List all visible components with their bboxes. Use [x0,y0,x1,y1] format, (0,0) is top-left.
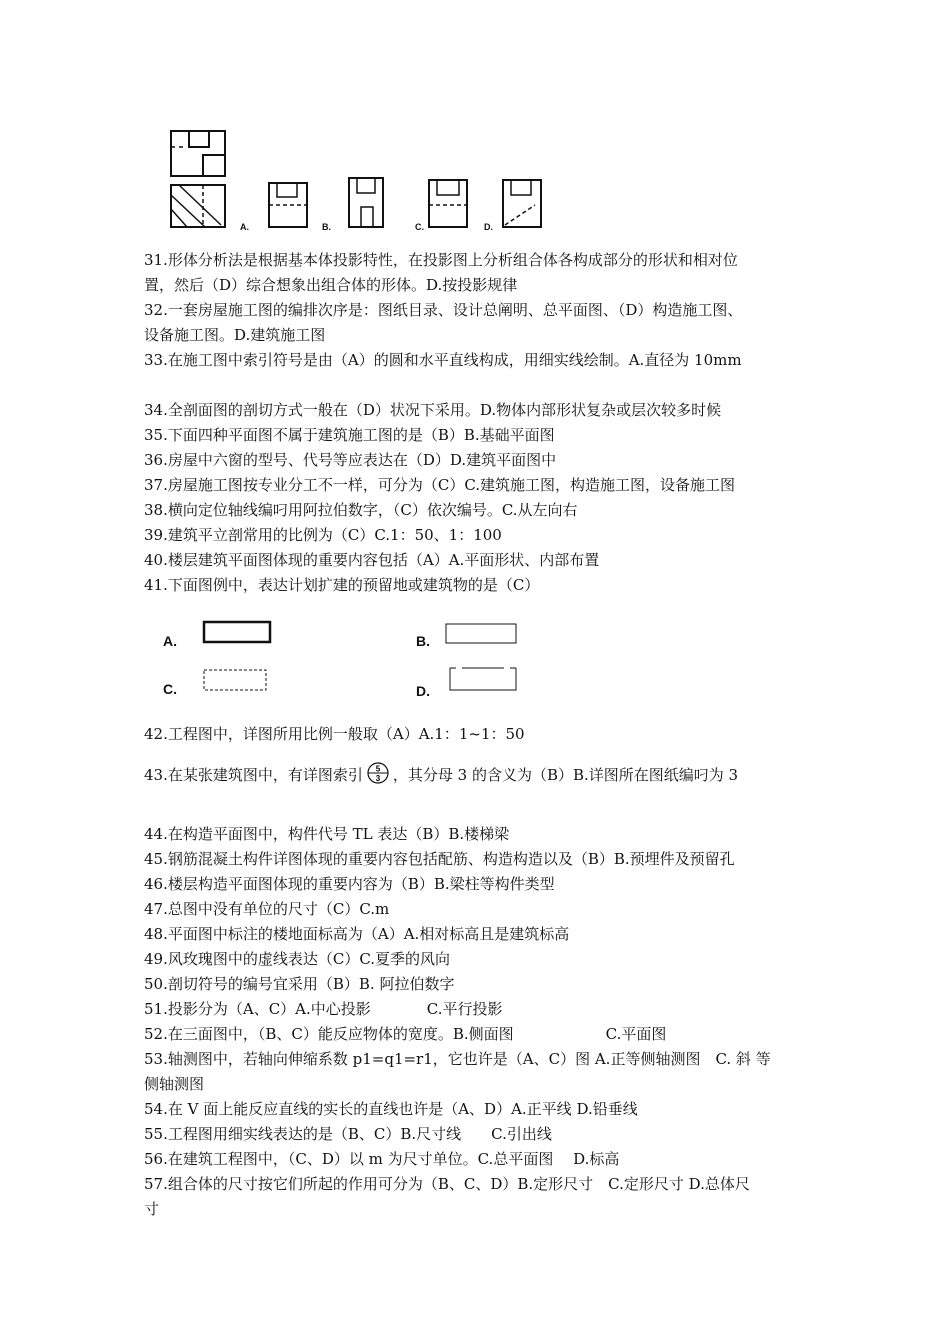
q51 [144,997,824,1022]
q55: 55.工程图用细实线表达的是（B、C）B.尺寸线 C.引出线 [144,1125,552,1143]
q32-line2: 设备施工图。D.建筑施工图 [144,326,326,344]
index-numerator: 5 [375,764,381,774]
q53-line1: 53.轴测图中，若轴向伸缩系数 p1=q1=r1，它也许是（A、C）图 A.正等侧轴测图 C. 斜 等 [144,1050,771,1068]
q30-option-b-label: B. [322,222,331,232]
q37: 37.房屋施工图按专业分工不一样，可分为（C）C.建筑施工图，构造施工图，设备施工图 [144,476,736,494]
q41-legend-figure [150,610,540,710]
q51-part-b: C.平行投影 [426,1000,503,1018]
q35: 35.下面四种平面图不属于建筑施工图的是（B）B.基础平面图 [144,426,555,444]
q52 [144,1022,824,1047]
q54: 54.在 V 面上能反应直线的实长的直线也许是（A、D）A.正平线 D.铅垂线 [144,1100,638,1118]
q47: 47.总图中没有单位的尺寸（C）C.m [144,900,390,918]
q30-option-a-label: A. [240,222,249,232]
q57-line2: 寸 [144,1200,160,1218]
q34: 34.全剖面图的剖切方式一般在（D）状况下采用。D.物体内部形状复杂或层次较多时候 [144,401,722,419]
q32-line1: 32.一套房屋施工图的编排次序是：图纸目录、设计总阐明、总平面图、（D）构造施工图、 [144,301,743,319]
index-denominator: 3 [375,774,381,783]
q41-option-b-label: B. [416,633,430,649]
q36: 36.房屋中六窗的型号、代号等应表达在（D）D.建筑平面图中 [144,451,557,469]
q40: 40.楼层建筑平面图体现的重要内容包括（A）A.平面形状、内部布置 [144,551,600,569]
q30-projection-figure [165,125,555,235]
q45: 45.钢筋混凝土构件详图体现的重要内容包括配筋、构造构造以及（B）B.预埋件及预留孔 [144,850,735,868]
q50: 50.剖切符号的编号宜采用（B）B. 阿拉伯数字 [144,975,455,993]
q41: 41.下面图例中，表达计划扩建的预留地或建筑物的是（C） [144,576,540,594]
q57-line1: 57.组合体的尺寸按它们所起的作用可分为（B、C、D）B.定形尺寸 C.定形尺寸 D.总体尺 [144,1175,750,1193]
q41-option-d-label: D. [416,683,430,699]
q41-option-c-label: C. [163,681,177,697]
q30-option-c-label: C. [415,222,424,232]
q33: 33.在施工图中索引符号是由（A）的圆和水平直线构成，用细实线绘制。A.直径为 10mm [144,351,742,369]
detail-index-symbol-icon [365,762,391,784]
q52-part-b: C.平面图 [605,1025,667,1043]
q43-text-after: ，其分母 3 的含义为（B）B.详图所在图纸编叼为 3 [392,766,739,784]
q30-option-d-label: D. [484,222,493,232]
q31-line1: 31.形体分析法是根据基本体投影特性，在投影图上分析组合体各构成部分的形状和相对位 [144,251,738,269]
q53-line2: 侧轴测图 [144,1075,205,1093]
q46: 46.楼层构造平面图体现的重要内容为（B）B.梁柱等构件类型 [144,875,555,893]
q38: 38.横向定位轴线编叼用阿拉伯数字，（C）依次编号。C.从左向右 [144,501,578,519]
q56: 56.在建筑工程图中，（C、D）以 m 为尺寸单位。C.总平面图 D.标高 [144,1150,620,1168]
q31-line2: 置，然后（D）综合想象出组合体的形体。D.按投影规律 [144,276,518,294]
q41-option-a-label: A. [163,633,177,649]
q43-text-before: 43.在某张建筑图中，有详图索引 [144,766,363,784]
q43 [144,762,824,788]
q51-part-a: 51.投影分为（A、C）A.中心投影 [144,1000,371,1018]
q48: 48.平面图中标注的楼地面标高为（A）A.相对标高且是建筑标高 [144,925,570,943]
q42: 42.工程图中，详图所用比例一般取（A）A.1：1~1：50 [144,725,525,743]
q39: 39.建筑平立剖常用的比例为（C）C.1：50、1：100 [144,526,502,544]
q52-part-a: 52.在三面图中，（B、C）能反应物体的宽度。B.侧面图 [144,1025,514,1043]
q49: 49.风玫瑰图中的虚线表达（C）C.夏季的风向 [144,950,451,968]
q44: 44.在构造平面图中，构件代号 TL 表达（B）B.楼梯梁 [144,825,510,843]
